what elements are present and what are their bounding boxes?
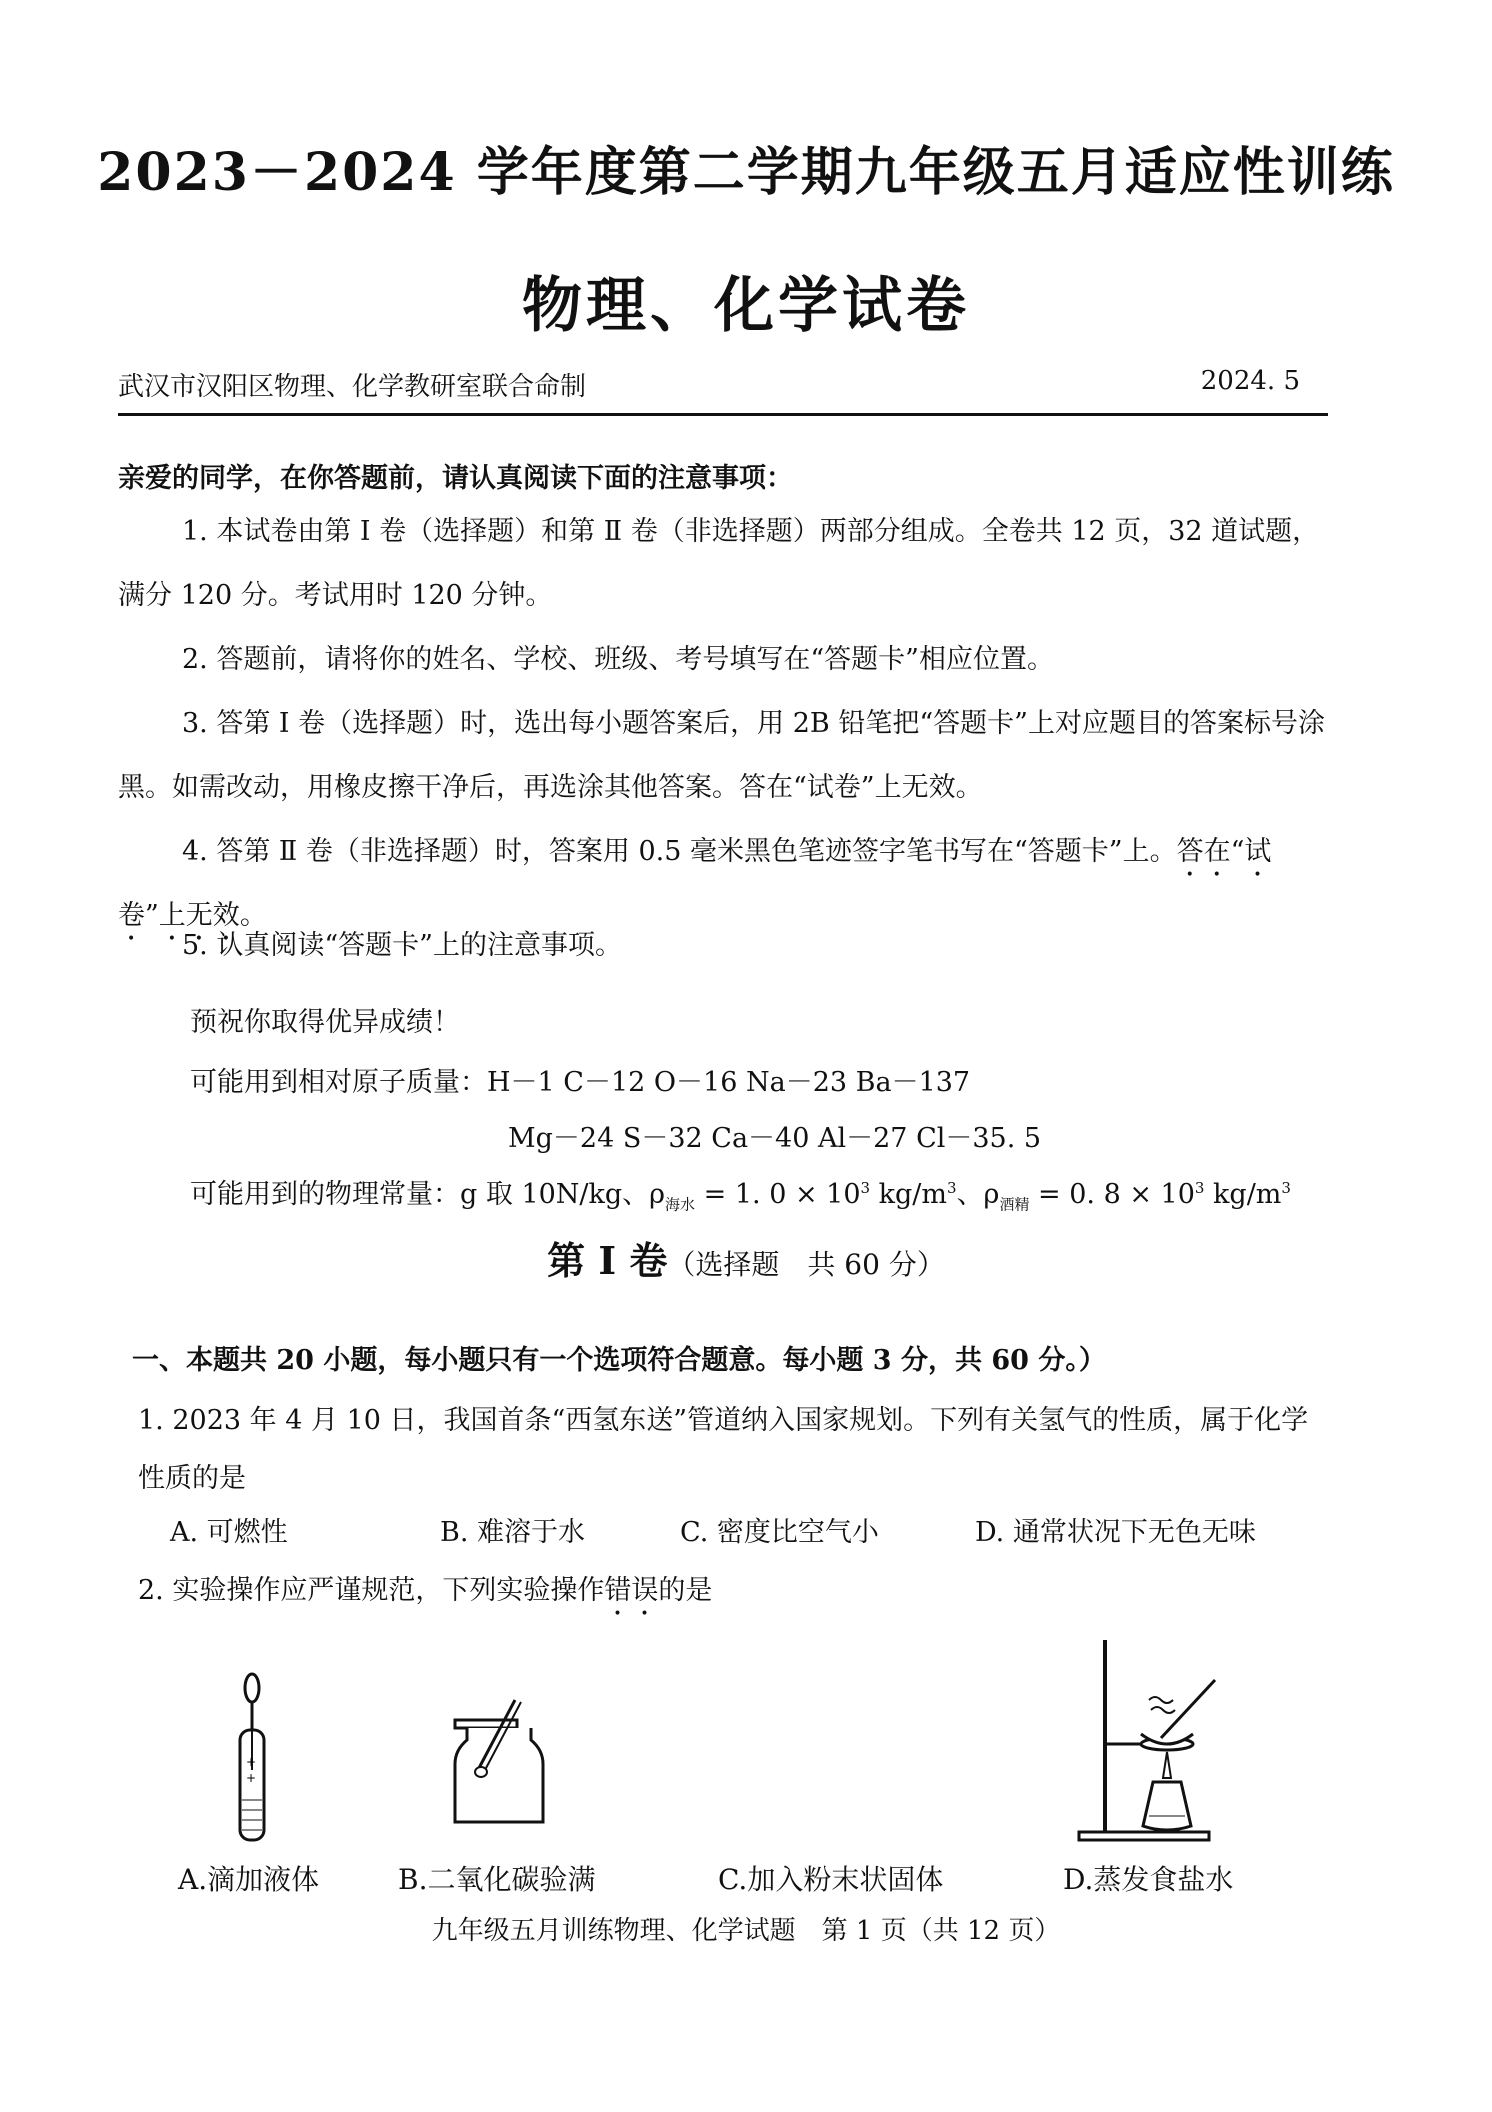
note-4: 4. 答第 Ⅱ 卷（非选择题）时，答案用 0.5 毫米黑色笔迹签字笔书写在“答题卡”上。答在“试卷”上无效。 [118,836,1272,931]
exam-title: 2023－2024 学年度第二学期九年级五月适应性训练 [97,142,1395,203]
wish-text: 预祝你取得优异成绩！ [190,1007,460,1038]
question-1-option-a: A. 可燃性 [170,1517,288,1548]
dropper-test-tube-figure [210,1670,300,1850]
figure-caption-d: D.蒸发食盐水 [1063,1863,1234,1896]
question-1-option-b: B. 难溶于水 [440,1517,586,1548]
note-2: 2. 答题前，请将你的姓名、学校、班级、考号填写在“答题卡”相应位置。 [182,644,1054,675]
atomic-mass-line-1: 可能用到相对原子质量：H－1 C－12 O－16 Na－23 Ba－137 [190,1067,971,1098]
figure-caption-c: C.加入粉末状固体 [718,1863,944,1896]
svg-text:+: + [246,1755,257,1769]
svg-text:+: + [246,1771,257,1785]
organizer: 武汉市汉阳区物理、化学教研室联合命制 [118,372,587,402]
section-title: 第 Ⅰ 卷（选择题 共 60 分） [547,1238,945,1283]
exam-subtitle: 物理、化学试卷 [522,271,970,341]
atomic-mass-line-2: Mg－24 S－32 Ca－40 Al－27 Cl－35. 5 [508,1123,1042,1154]
question-1-option-c: C. 密度比空气小 [680,1517,879,1548]
note-3: 3. 答第 Ⅰ 卷（选择题）时，选出每小题答案后，用 2B 铅笔把“答题卡”上对应题目的答案标号涂黑。如需改动，用橡皮擦干净后，再选涂其他答案。答在“试卷”上无效。 [118,708,1325,803]
question-2-stem: 2. 实验操作应严谨规范，下列实验操作错误的是 [138,1575,713,1606]
figure-caption-a: A.滴加液体 [178,1863,320,1896]
note-5: 5. 认真阅读“答题卡”上的注意事项。 [182,930,622,961]
emphasis-text: 错误 [604,1575,659,1606]
figure-caption-b: B.二氧化碳验满 [398,1863,596,1896]
page-footer: 九年级五月训练物理、化学试题 第 1 页（共 12 页） [431,1916,1061,1946]
evaporation-figure [1065,1640,1265,1845]
question-1-option-d: D. 通常状况下无色无味 [975,1517,1256,1548]
section-instruction: 一、本题共 20 小题，每小题只有一个选项符合题意。每小题 3 分，共 60 分。） [132,1345,1106,1376]
gas-bottle-figure [445,1690,565,1830]
emphasis-text: 答在“试卷”上无效 [118,836,1272,931]
exam-date: 2024. 5 [1200,366,1300,396]
question-1-stem: 1. 2023 年 4 月 10 日，我国首条“西氢东送”管道纳入国家规划。下列有关氢气的性质，属于化学性质的是 [138,1405,1309,1494]
organizer-row [118,366,1328,416]
physics-constants: 可能用到的物理常量：g 取 10N/kg、$\rho_{海水} = 1$. $0 \times 10^3$ $kg/m^3$、$\rho_{酒精} = 0$. $8 \times 10^3$ $kg/m^3$ [190,1179,1291,1214]
notes-heading: 亲爱的同学，在你答题前，请认真阅读下面的注意事项： [118,463,793,494]
note-1: 1. 本试卷由第 Ⅰ 卷（选择题）和第 Ⅱ 卷（非选择题）两部分组成。全卷共 12 页，32 道试题，满分 120 分。考试用时 120 分钟。 [118,516,1320,611]
